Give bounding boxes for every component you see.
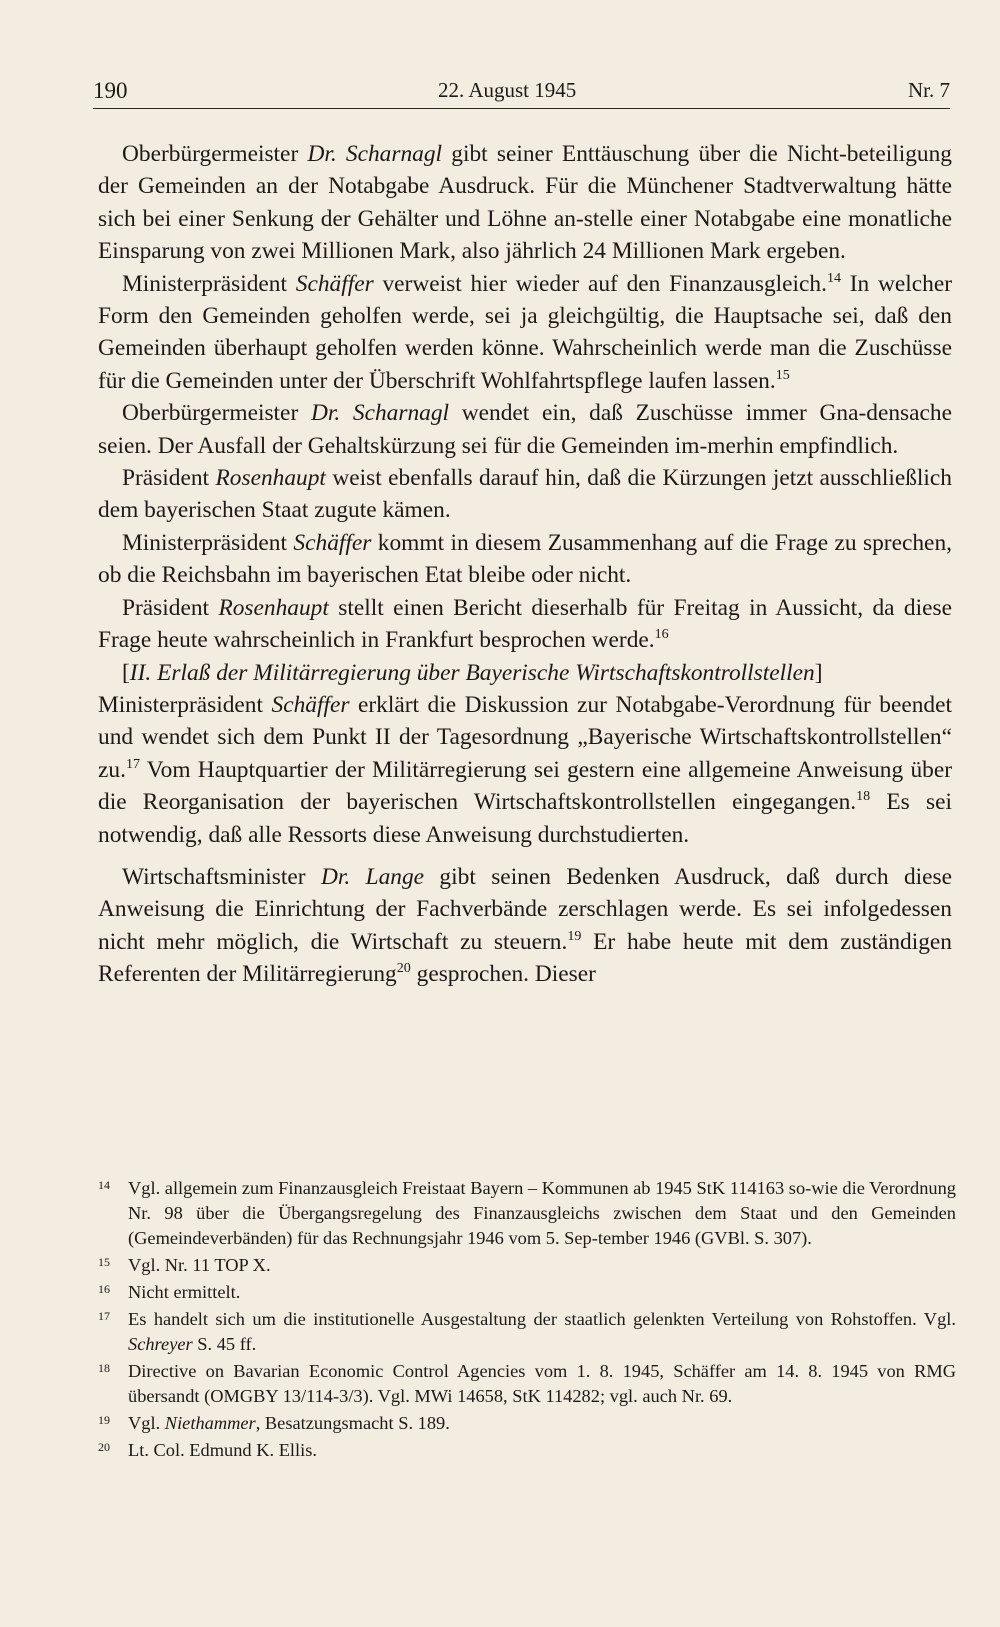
footnote-text: Es handelt sich um die institutionelle Ausgestaltung der staatlich gelenkten Verteilung von Rohstoffen. Vgl. [128, 1309, 956, 1329]
speaker-name: Dr. Scharnagl [307, 141, 443, 167]
footnote-14 [98, 1176, 956, 1251]
text: gibt seinen Bedenken Ausdruck, daß durch diese Anweisung die Einrichtung der Fachverbände zerschlagen werde. Es sei infolgedessen nicht mehr möglich, die Wirtschaft zu steuern. [98, 863, 953, 955]
body-text [98, 138, 952, 991]
footnote-number: 15 [98, 1255, 110, 1269]
footnote-number: 19 [98, 1413, 110, 1427]
text: wendet ein, daß Zuschüsse immer Gna-densache seien. Der Ausfall der Gehaltskürzung sei für die Gemeinden im-merhin empfindlich. [98, 400, 952, 459]
document-number: Nr. 7 [908, 78, 950, 102]
text: In welcher Form den Gemeinden geholfen werde, sei ja gleichgültig, die Hauptsache sei, daß den Gemeinden überhaupt geholfen werden könne. Wahrscheinlich werde man die Zuschüsse für die Gemeinden unter der Überschrift Wohlfahrtspflege laufen lassen. [98, 270, 953, 394]
speaker-name: Schäffer [295, 270, 374, 297]
speaker-name: Schäffer [293, 529, 372, 556]
text: Wirtschaftsminister [122, 863, 321, 890]
text: Oberbürgermeister [122, 400, 311, 427]
footnote-19 [98, 1411, 956, 1436]
paragraph-5 [98, 527, 952, 592]
footnote-ref[interactable]: 16 [654, 625, 669, 642]
speaker-name: Rosenhaupt [215, 465, 326, 492]
footnote-20 [98, 1438, 956, 1463]
footnote-ref[interactable]: 20 [396, 960, 411, 977]
footnote-18 [98, 1359, 956, 1409]
speaker-name: Dr. Lange [320, 863, 425, 890]
footnote-ref[interactable]: 14 [826, 269, 841, 286]
footnote-text: Vgl. Nr. 11 TOP X. [128, 1255, 271, 1275]
footnote-text: Vgl. [128, 1413, 165, 1433]
paragraph-7 [98, 689, 952, 851]
footnote-text: , Besatzungsmacht S. 189. [255, 1413, 450, 1433]
paragraph-8 [98, 861, 952, 991]
footnote-number: 20 [98, 1440, 110, 1454]
text: Oberbürgermeister [122, 141, 308, 167]
bracket: ] [814, 659, 823, 686]
text: weist ebenfalls darauf hin, daß die Kürzungen jetzt ausschließlich dem bayerischen Staat zugute kämen. [98, 465, 953, 524]
page-number: 190 [93, 78, 128, 103]
footnote-number: 17 [98, 1309, 110, 1323]
running-head [93, 76, 950, 109]
paragraph-6 [98, 592, 952, 657]
text: gesprochen. Dieser [410, 961, 596, 988]
footnote-number: 16 [98, 1282, 110, 1296]
footnote-number: 18 [98, 1361, 110, 1375]
footnote-text: Nicht ermittelt. [128, 1282, 241, 1302]
text: Er habe heute mit dem zuständigen Referenten der Militärregierung [98, 928, 953, 988]
text: Vom Hauptquartier der Militärregierung sei gestern eine allgemeine Anweisung über die Reorganisation der bayerischen Wirtschaftskontrollstellen eingegangen. [98, 756, 952, 816]
text: Ministerpräsident [98, 691, 272, 718]
section-title: II. Erlaß der Militärregierung über Bayerische Wirtschaftskontrollstellen [129, 659, 815, 686]
footnote-text: Vgl. allgemein zum Finanzausgleich Freistaat Bayern – Kommunen ab 1945 StK 114163 so-wie die Verordnung Nr. 98 über die Übergangsregelung des Finanzausgleichs zwischen dem Staat und den Gemeinden (Gemeindeverbänden) für das Rechnungsjahr 1946 vom 5. Sep-tember 1946 (GVBl. S. 307). [128, 1178, 956, 1248]
paragraph-4 [98, 462, 952, 527]
footnote-ref[interactable]: 17 [125, 755, 140, 772]
text: stellt einen Bericht dieserhalb für Freitag in Aussicht, da diese Frage heute wahrscheinlich in Frankfurt besprochen werde. [98, 594, 952, 654]
paragraph-1 [98, 138, 952, 268]
footnote-number: 14 [98, 1178, 110, 1192]
footnotes [98, 1176, 956, 1465]
footnote-ref[interactable]: 18 [856, 788, 871, 804]
text: Präsident [122, 465, 216, 492]
text: kommt in diesem Zusammenhang auf die Frage zu sprechen, ob die Reichsbahn im bayerischen Etat bleibe oder nicht. [98, 529, 952, 589]
speaker-name: Dr. Scharnagl [310, 400, 450, 427]
footnote-ref[interactable]: 15 [775, 366, 790, 383]
header-date: 22. August 1945 [438, 78, 577, 102]
text: verweist hier wieder auf den Finanzausgleich. [373, 270, 827, 297]
footnote-text: Lt. Col. Edmund K. Ellis. [128, 1440, 318, 1460]
section-heading [98, 657, 952, 689]
footnote-ref[interactable]: 19 [567, 927, 582, 944]
text: erklärt die Diskussion zur Notabgabe-Verordnung für beendet und wendet sich dem Punkt II der Tagesordnung „Bayerische Wirtschaftskontrollstellen“ zu. [98, 691, 952, 783]
text: Ministerpräsident [122, 270, 296, 297]
paragraph-3 [98, 397, 952, 462]
speaker-name: Schäffer [271, 691, 350, 718]
text: Es sei notwendig, daß alle Ressorts diese Anweisung durchstudierten. [98, 789, 952, 848]
text: gibt seiner Enttäuschung über die Nicht-beteiligung der Gemeinden an der Notabgabe Ausdruck. Für die Münchener Stadtverwaltung hätte sich bei einer Senkung der Gehälter und Löhne an-stelle einer Notabgabe eine monatliche Einsparung von zwei Millionen Mark, also jährlich 24 Millionen Mark ergeben. [98, 141, 952, 265]
text: Präsident [122, 594, 219, 621]
footnote-17 [98, 1307, 956, 1357]
author-name: Schreyer [128, 1334, 193, 1354]
text: Ministerpräsident [122, 529, 294, 556]
speaker-name: Rosenhaupt [218, 594, 329, 621]
footnote-16 [98, 1280, 956, 1305]
footnote-15 [98, 1253, 956, 1278]
footnote-text: S. 45 ff. [192, 1334, 257, 1354]
author-name: Niethammer [164, 1413, 256, 1433]
paragraph-2 [98, 268, 952, 398]
footnote-text: Directive on Bavarian Economic Control Agencies vom 1. 8. 1945, Schäffer am 14. 8. 1945 von RMG übersandt (OMGBY 13/114-3/3). Vgl. MWi 14658, StK 114282; vgl. auch Nr. 69. [128, 1361, 956, 1406]
bracket: [ [122, 659, 130, 686]
